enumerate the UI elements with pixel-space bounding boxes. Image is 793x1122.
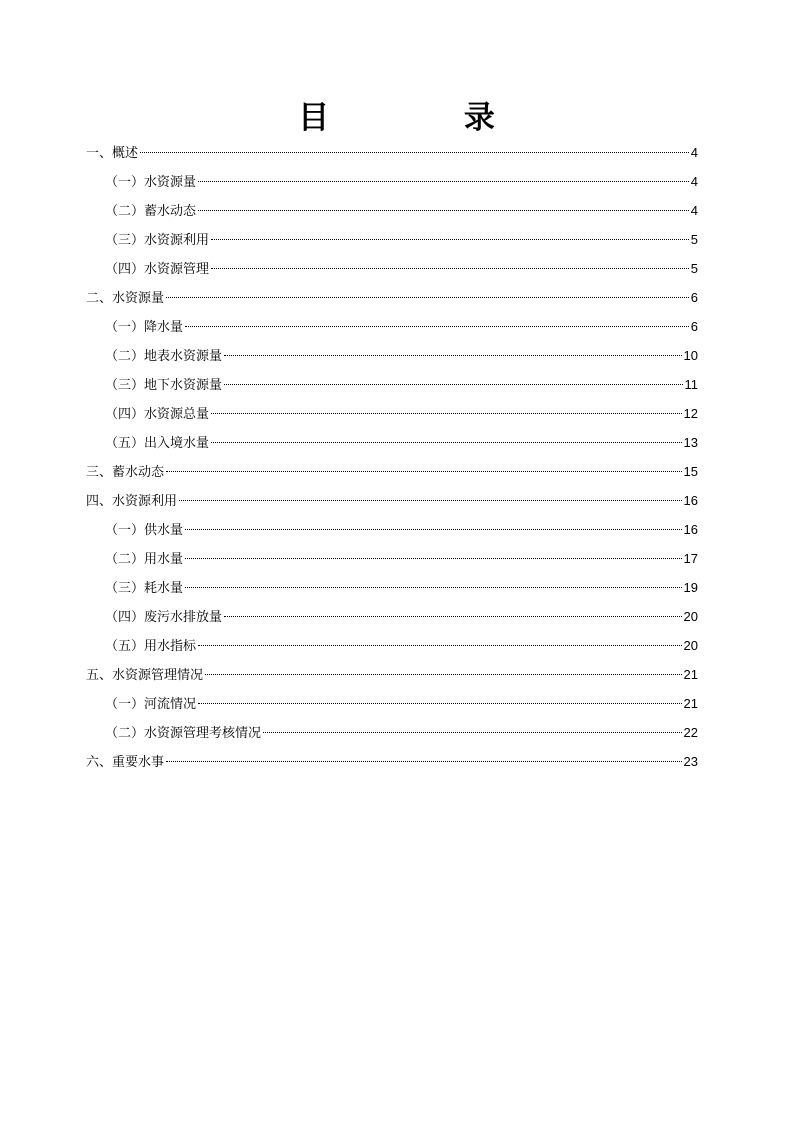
toc-page-number: 5 <box>690 232 698 247</box>
toc-dot-leader <box>211 239 689 240</box>
toc-page-number: 19 <box>683 580 698 595</box>
toc-entry[interactable] <box>86 602 698 631</box>
toc-dot-leader <box>198 210 689 211</box>
toc-page-number: 5 <box>690 261 698 276</box>
toc-entry[interactable] <box>86 718 698 747</box>
toc-dot-leader <box>211 268 689 269</box>
toc-page-number: 15 <box>683 464 698 479</box>
toc-entry[interactable] <box>86 660 698 689</box>
toc-entry[interactable] <box>86 457 698 486</box>
toc-page-number: 20 <box>683 609 698 624</box>
toc-page-number: 17 <box>683 551 698 566</box>
toc-entry[interactable] <box>86 283 698 312</box>
toc-dot-leader <box>224 384 682 385</box>
toc-entry[interactable] <box>86 399 698 428</box>
toc-page-number: 12 <box>683 406 698 421</box>
toc-dot-leader <box>185 587 682 588</box>
toc-dot-leader <box>185 326 689 327</box>
toc-entry-label: 一、概述 <box>86 146 139 161</box>
toc-entry-label: （二）用水量 <box>105 552 184 567</box>
toc-entry-label: （三）地下水资源量 <box>105 378 223 393</box>
toc-dot-leader <box>224 616 682 617</box>
page-title: 目 录 <box>298 100 557 136</box>
toc-entry[interactable] <box>86 544 698 573</box>
toc-dot-leader <box>224 355 682 356</box>
toc-entry[interactable] <box>86 370 698 399</box>
toc-entry[interactable] <box>86 341 698 370</box>
toc-entry-label: （四）废污水排放量 <box>105 610 223 625</box>
toc-entry[interactable] <box>86 167 698 196</box>
toc-dot-leader <box>198 181 689 182</box>
toc-dot-leader <box>198 645 682 646</box>
toc-dot-leader <box>140 152 689 153</box>
toc-entry[interactable] <box>86 573 698 602</box>
table-of-contents <box>86 138 698 776</box>
toc-entry-label: 五、水资源管理情况 <box>86 668 204 683</box>
toc-dot-leader <box>185 529 682 530</box>
toc-page-number: 6 <box>690 290 698 305</box>
toc-page-number: 16 <box>683 522 698 537</box>
toc-entry-label: （三）耗水量 <box>105 581 184 596</box>
toc-dot-leader <box>198 703 682 704</box>
toc-entry-label: （一）河流情况 <box>105 697 197 712</box>
toc-page-number: 6 <box>690 319 698 334</box>
toc-entry[interactable] <box>86 196 698 225</box>
toc-dot-leader <box>179 500 682 501</box>
toc-dot-leader <box>166 297 689 298</box>
toc-entry-label: 三、蓄水动态 <box>86 465 165 480</box>
toc-entry[interactable] <box>86 631 698 660</box>
toc-page-number: 10 <box>683 348 698 363</box>
toc-entry-label: （四）水资源总量 <box>105 407 210 422</box>
toc-entry-label: 四、水资源利用 <box>86 494 178 509</box>
toc-dot-leader <box>166 761 682 762</box>
toc-page-number: 4 <box>690 145 698 160</box>
toc-page-number: 20 <box>683 638 698 653</box>
toc-page-number: 23 <box>683 754 698 769</box>
toc-dot-leader <box>211 442 682 443</box>
toc-dot-leader <box>166 471 682 472</box>
toc-entry[interactable] <box>86 515 698 544</box>
toc-entry-label: （一）降水量 <box>105 320 184 335</box>
toc-dot-leader <box>185 558 682 559</box>
toc-dot-leader <box>211 413 682 414</box>
toc-page-number: 22 <box>683 725 698 740</box>
toc-entry[interactable] <box>86 312 698 341</box>
toc-entry[interactable] <box>86 747 698 776</box>
toc-page-number: 21 <box>683 667 698 682</box>
toc-page-number: 21 <box>683 696 698 711</box>
toc-entry-label: （二）地表水资源量 <box>105 349 223 364</box>
toc-entry[interactable] <box>86 689 698 718</box>
toc-entry-label: （四）水资源管理 <box>105 262 210 277</box>
toc-entry[interactable] <box>86 254 698 283</box>
toc-page-number: 11 <box>684 377 698 392</box>
toc-entry[interactable] <box>86 486 698 515</box>
toc-dot-leader <box>205 674 682 675</box>
toc-page-number: 13 <box>683 435 698 450</box>
toc-entry-label: （一）供水量 <box>105 523 184 538</box>
toc-entry[interactable] <box>86 428 698 457</box>
toc-entry-label: 六、重要水事 <box>86 755 165 770</box>
toc-entry-label: （一）水资源量 <box>105 175 197 190</box>
toc-page-number: 4 <box>690 203 698 218</box>
toc-page-number: 16 <box>683 493 698 508</box>
toc-entry-label: （五）用水指标 <box>105 639 197 654</box>
toc-entry-label: （五）出入境水量 <box>105 436 210 451</box>
toc-page-number: 4 <box>690 174 698 189</box>
toc-entry[interactable] <box>86 225 698 254</box>
toc-dot-leader <box>263 732 682 733</box>
toc-entry-label: （三）水资源利用 <box>105 233 210 248</box>
toc-entry-label: （二）蓄水动态 <box>105 204 197 219</box>
toc-entry-label: 二、水资源量 <box>86 291 165 306</box>
toc-entry-label: （二）水资源管理考核情况 <box>105 726 262 741</box>
toc-entry[interactable] <box>86 138 698 167</box>
